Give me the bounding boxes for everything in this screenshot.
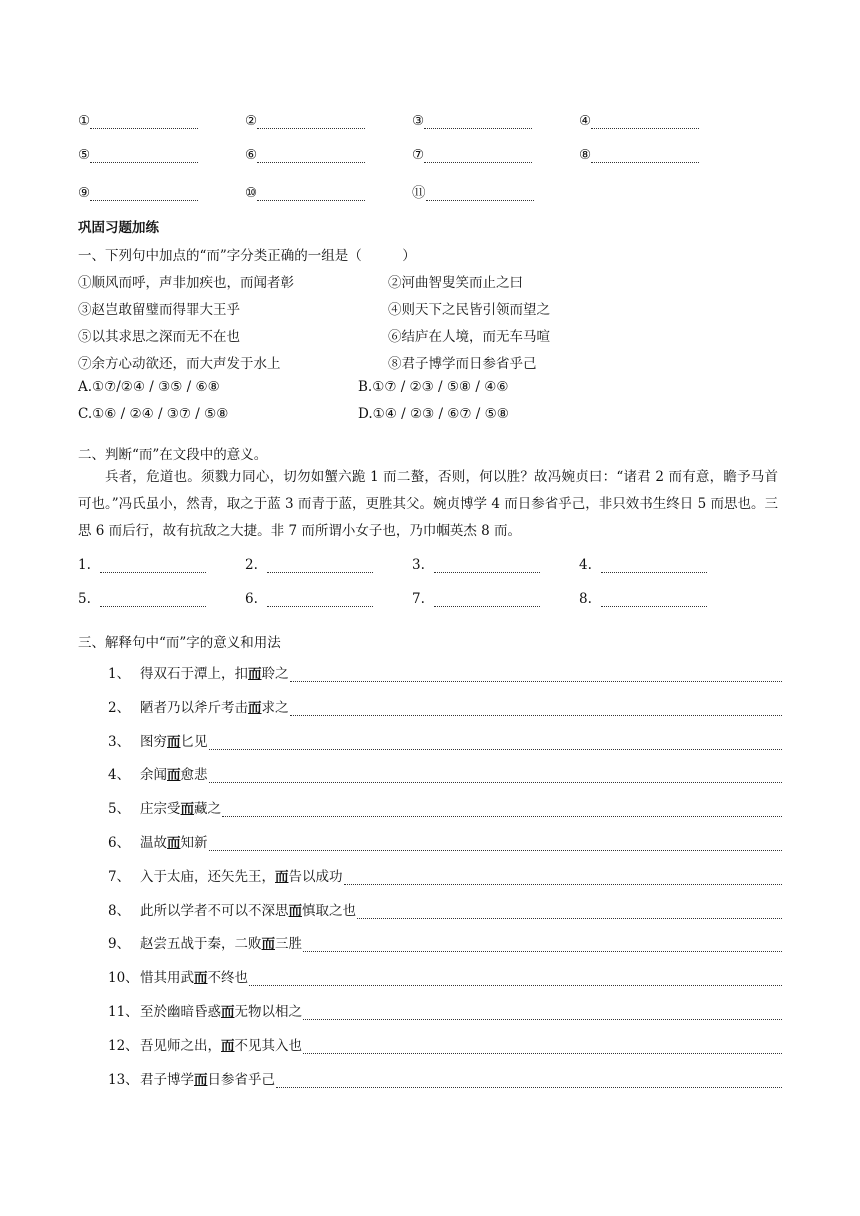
- target-character: 而: [275, 868, 289, 885]
- item-number: 1、: [108, 666, 131, 682]
- blank-row-1: [78, 113, 778, 129]
- item-number: 10、: [108, 970, 139, 987]
- item-number: 3、: [108, 733, 131, 750]
- blank-number: ③: [412, 113, 425, 129]
- item-sentence: [140, 1034, 302, 1054]
- answer-line[interactable]: [209, 737, 783, 750]
- sentence-pre: 入于太庙，还矢先王，: [140, 868, 275, 885]
- item-sentence: [140, 1000, 302, 1020]
- answer-option-b[interactable]: B.①⑦ / ②③ / ⑤⑧ / ④⑥: [358, 379, 509, 395]
- item-sentence: [140, 932, 302, 952]
- explain-item: [108, 932, 782, 952]
- item-sentence: [140, 730, 208, 750]
- sentence-post: 三胜: [275, 936, 302, 953]
- answer-line[interactable]: [222, 804, 782, 817]
- item-sentence: [140, 831, 208, 851]
- answer-line[interactable]: [303, 939, 782, 952]
- blank-cell[interactable]: [579, 113, 746, 129]
- explain-item: [108, 865, 782, 885]
- blank-number: 2.: [245, 557, 258, 573]
- explain-item: [108, 831, 782, 851]
- explain-item: [108, 662, 782, 682]
- blank-number: 1.: [78, 557, 91, 573]
- answer-line[interactable]: [276, 1075, 782, 1088]
- target-character: 而: [167, 835, 181, 851]
- sentence-pre: 得双石于潭上，扣: [140, 666, 248, 682]
- blank-number: ⑥: [245, 147, 258, 163]
- answer-option-d[interactable]: D.①④ / ②③ / ⑥⑦ / ⑤⑧: [358, 406, 509, 422]
- blank-cell[interactable]: [579, 557, 746, 573]
- blank-number: 6.: [245, 591, 258, 607]
- blank-number: ①: [78, 113, 91, 129]
- answer-line[interactable]: [303, 1041, 782, 1054]
- part1-item: ⑦余方心动欲还，而大声发于水上: [78, 356, 281, 372]
- answer-line[interactable]: [290, 669, 783, 682]
- blank-number: 8.: [579, 591, 592, 607]
- sentence-post: 不见其入也: [234, 1037, 302, 1054]
- part1-item: ⑥结庐在人境，而无车马喧: [388, 329, 550, 345]
- target-character: 而: [248, 666, 262, 682]
- blank-number: 4.: [579, 557, 592, 573]
- item-number: 5、: [108, 801, 131, 818]
- blank-cell[interactable]: [78, 557, 245, 573]
- part3-question: 三、解释句中“而”字的意义和用法: [78, 635, 281, 651]
- answer-line[interactable]: [357, 906, 782, 919]
- blank-number: ⑨: [78, 185, 91, 201]
- item-number: 8、: [108, 902, 131, 919]
- item-sentence: [140, 662, 289, 682]
- target-character: 而: [221, 1037, 235, 1054]
- part2-blank-row-1: [78, 557, 778, 573]
- answer-line[interactable]: [249, 973, 782, 986]
- target-character: 而: [288, 902, 302, 919]
- sentence-pre: 赵尝五战于秦，二败: [140, 936, 262, 953]
- target-character: 而: [248, 699, 262, 716]
- sentence-post: 告以成功: [288, 868, 343, 885]
- answer-line[interactable]: [344, 872, 783, 885]
- explain-item: [108, 1034, 782, 1054]
- item-sentence: [140, 966, 248, 986]
- blank-cell[interactable]: [78, 113, 245, 129]
- blank-number: ②: [245, 113, 258, 129]
- sentence-post: 无物以相之: [234, 1004, 302, 1020]
- explain-item: [108, 763, 782, 783]
- blank-cell[interactable]: [412, 181, 579, 201]
- sentence-post: 聆之: [261, 666, 289, 682]
- target-character: 而: [194, 970, 208, 987]
- blank-row-2: [78, 147, 778, 163]
- item-number: 9、: [108, 936, 131, 953]
- answer-line[interactable]: [209, 838, 783, 851]
- answer-line[interactable]: [290, 703, 783, 716]
- answer-option-a[interactable]: A.①⑦/②④ / ③⑤ / ⑥⑧: [78, 379, 220, 395]
- sentence-pre: 君子博学: [140, 1071, 194, 1088]
- part1-question: 一、下列句中加点的“而”字分类正确的一组是（ ）: [78, 248, 416, 264]
- explain-item: [108, 730, 782, 750]
- sentence-post: 愈悲: [180, 767, 208, 784]
- item-sentence: [140, 865, 343, 885]
- sentence-pre: 陋者乃以斧斤考击: [140, 699, 248, 716]
- part1-item: ②河曲智叟笑而止之曰: [388, 275, 523, 291]
- blank-row-3: [78, 181, 778, 201]
- blank-cell[interactable]: [245, 147, 412, 163]
- blank-cell[interactable]: [412, 591, 579, 607]
- sentence-post: 藏之: [194, 801, 221, 818]
- item-number: 12、: [108, 1037, 139, 1054]
- blank-cell[interactable]: [245, 113, 412, 129]
- sentence-pre: 温故: [140, 835, 167, 851]
- blank-number: ⑤: [78, 147, 91, 163]
- item-sentence: [140, 899, 356, 919]
- target-character: 而: [167, 767, 181, 784]
- blank-cell[interactable]: [579, 591, 746, 607]
- explain-item: [108, 966, 782, 986]
- blank-cell[interactable]: [78, 591, 245, 607]
- explain-item: [108, 696, 782, 716]
- blank-cell[interactable]: [245, 591, 412, 607]
- item-number: 4、: [108, 767, 131, 784]
- sentence-pre: 吾见师之出，: [140, 1037, 221, 1054]
- sentence-pre: 惜其用武: [140, 970, 194, 987]
- target-character: 而: [167, 733, 181, 750]
- target-character: 而: [180, 801, 194, 818]
- item-number: 7、: [108, 868, 131, 885]
- blank-number: 5.: [78, 591, 91, 607]
- target-character: 而: [194, 1071, 208, 1088]
- item-number: 13、: [108, 1071, 139, 1088]
- blank-cell[interactable]: [412, 113, 579, 129]
- blank-cell[interactable]: [78, 181, 245, 201]
- blank-number: ⑧: [579, 147, 592, 163]
- sentence-post: 慎取之也: [302, 902, 356, 919]
- part1-item: ④则天下之民皆引领而望之: [388, 302, 550, 318]
- part1-item: ①顺风而呼，声非加疾也，而闻者彰: [78, 275, 294, 291]
- sentence-pre: 余闻: [140, 767, 167, 784]
- target-character: 而: [261, 936, 275, 953]
- part1-item: ⑧君子博学而日参省乎己: [388, 356, 537, 372]
- blank-number: ⑪: [412, 185, 426, 201]
- part2-blank-row-2: [78, 591, 778, 607]
- sentence-post: 求之: [261, 699, 289, 716]
- explain-item: [108, 1000, 782, 1020]
- part2-question: 二、判断“而”在文段中的意义。: [78, 447, 268, 463]
- item-number: 6、: [108, 835, 131, 851]
- blank-cell[interactable]: [412, 557, 579, 573]
- sentence-post: 匕见: [180, 733, 208, 750]
- part1-item: ③赵岂敢留璧而得罪大王乎: [78, 302, 240, 318]
- section-title: 巩固习题加练: [78, 220, 159, 236]
- sentence-pre: 庄宗受: [140, 801, 181, 818]
- explain-item: [108, 797, 782, 817]
- blank-number: ④: [579, 113, 592, 129]
- answer-option-c[interactable]: C.①⑥ / ②④ / ③⑦ / ⑤⑧: [78, 406, 229, 422]
- item-sentence: [140, 696, 289, 716]
- part1-item: ⑤以其求思之深而无不在也: [78, 329, 240, 345]
- blank-cell[interactable]: [78, 147, 245, 163]
- blank-cell[interactable]: [412, 147, 579, 163]
- item-number: 11、: [108, 1004, 139, 1020]
- explain-item: [108, 899, 782, 919]
- answer-line[interactable]: [303, 1007, 782, 1020]
- sentence-pre: 此所以学者不可以不深思: [140, 902, 289, 919]
- sentence-post: 不终也: [207, 970, 248, 987]
- answer-line[interactable]: [209, 770, 783, 783]
- blank-cell[interactable]: [579, 147, 746, 163]
- sentence-pre: 至於幽暗昏惑: [140, 1004, 221, 1020]
- blank-cell[interactable]: [245, 181, 412, 201]
- part2-passage: [78, 464, 778, 545]
- item-sentence: [140, 763, 208, 783]
- sentence-post: 知新: [180, 835, 208, 851]
- blank-cell[interactable]: [245, 557, 412, 573]
- blank-number: 3.: [412, 557, 425, 573]
- passage-text: 兵者，危道也。须戮力同心，切勿如蟹六跪 1 而二螯，否则，何以胜？故冯婉贞曰：“诸君 2 而有意，瞻予马首可也。”冯氏虽小，然青，取之于蓝 3 而青于蓝，更胜其父。婉贞博学 4 而日参省乎己，非只效书生终日 5 而思也。三思 6 而后行，故有抗敌之大捷。非 7 而所谓小女子也，乃巾帼英杰 8 而。: [78, 469, 778, 539]
- explain-item: [108, 1068, 782, 1088]
- item-sentence: [140, 1068, 275, 1088]
- sentence-pre: 图穷: [140, 733, 167, 750]
- item-number: 2、: [108, 699, 131, 716]
- target-character: 而: [221, 1004, 235, 1020]
- blank-number: ⑦: [412, 147, 425, 163]
- item-sentence: [140, 797, 221, 817]
- sentence-post: 日参省乎己: [207, 1071, 275, 1088]
- blank-number: 7.: [412, 591, 425, 607]
- blank-number: ⑩: [245, 185, 258, 201]
